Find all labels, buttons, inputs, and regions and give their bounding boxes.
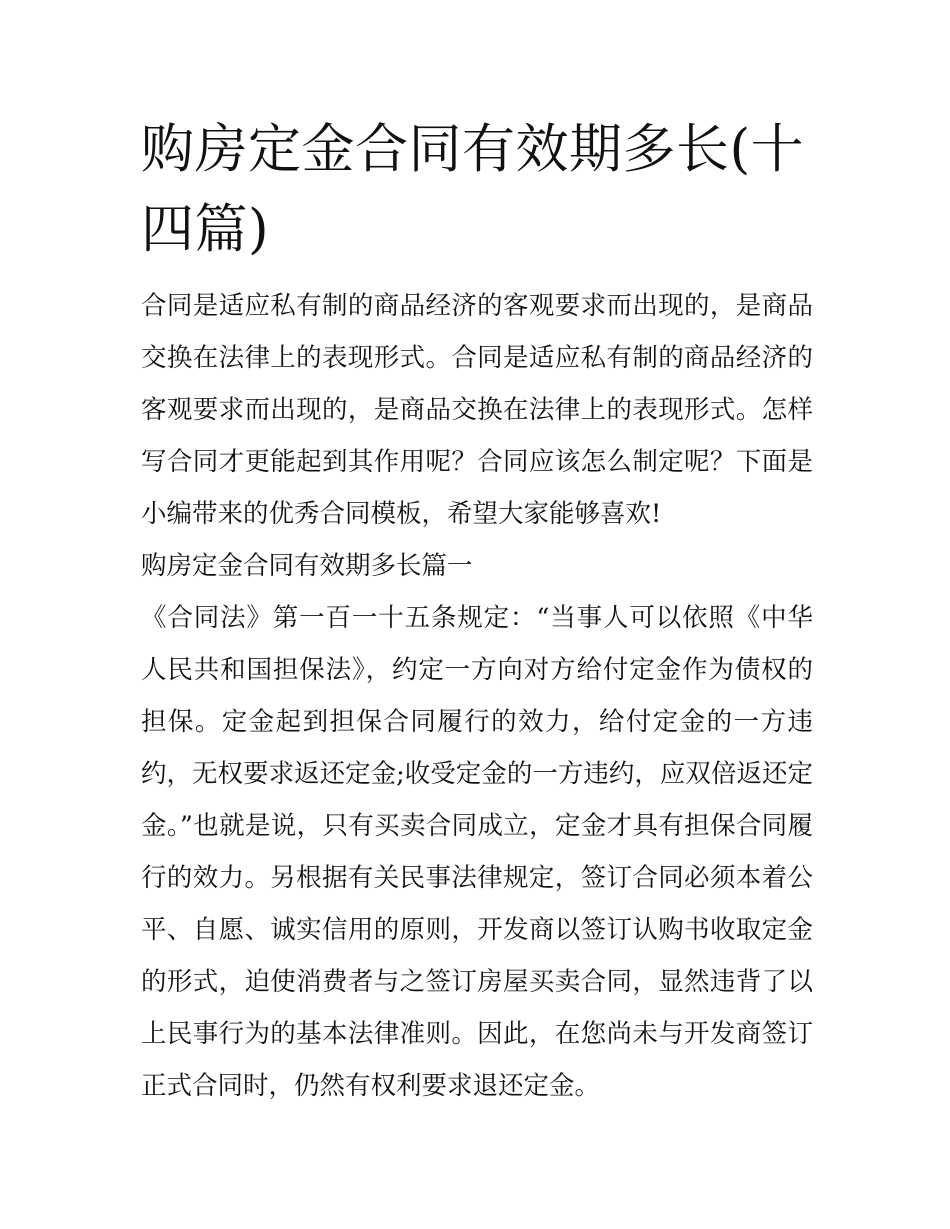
intro-paragraph: 合同是适应私有制的商品经济的客观要求而出现的，是商品交换在法律上的表现形式。合同是适应私有制的商品经济的客观要求而出现的，是商品交换在法律上的表现形式。怎样写合同才更能起到其作用呢？合同应该怎么制定呢？下面是小编带来的优秀合同模板，希望大家能够喜欢! — [141, 291, 813, 529]
document-title: 购房定金合同有效期多长(十四篇) — [141, 119, 805, 260]
section-body-paragraph: 《合同法》第一百一十五条规定：“当事人可以依照《中华人民共和国担保法》，约定一方向对方给付定金作为债权的担保。定金起到担保合同履行的效力，给付定金的一方违约，无权要求返还定金;收受定金的一方违约，应双倍返还定金。”也就是说，只有买卖合同成立，定金才具有担保合同履行的效力。另根据有关民事法律规定，签订合同必须本着公平、自愿、诚实信用的原则，开发商以签订认购书收取定金的形式，迫使消费者与之签订房屋买卖合同，显然违背了以上民事行为的基本法律准则。因此，在您尚未与开发商签订正式合同时，仍然有权利要求退还定金。 — [141, 603, 813, 1101]
document-page — [141, 110, 813, 1112]
section-heading: 购房定金合同有效期多长篇一 — [141, 551, 473, 581]
